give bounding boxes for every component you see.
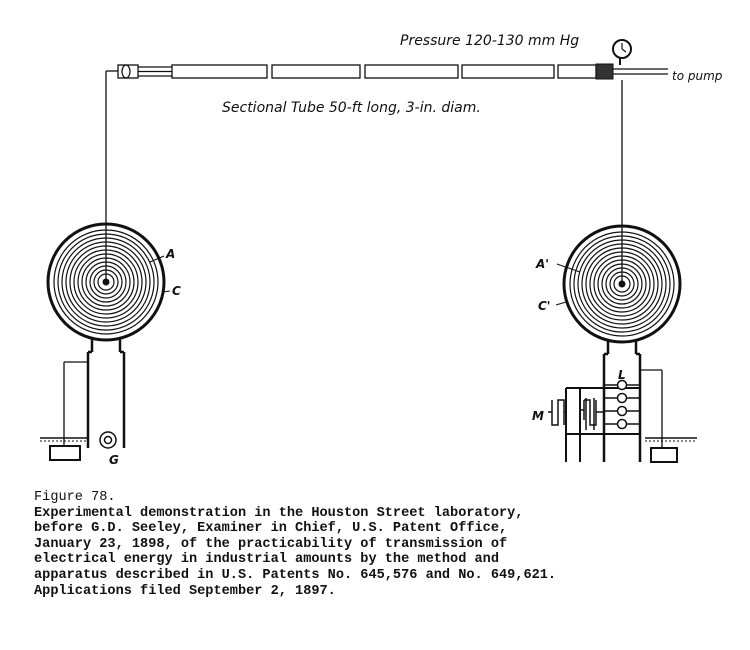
label-c-prime: C' [538,299,551,313]
motor-bank-left [548,400,566,425]
figure-caption [34,490,734,599]
pressure-gauge-icon [613,40,631,58]
sectional-tube [118,65,596,78]
label-a-prime: A' [536,257,549,271]
pump-label: to pump [672,69,723,83]
label-c: C [172,284,181,298]
label-l: L [618,368,626,382]
caption-body: Experimental demonstration in the Houston Street laboratory, before G.D. Seeley, Examiner in Chief, U.S. Patent Office, January 23, 1898, of the practicability of transmission of electrical energy in industrial amounts by the method and apparatus described in U.S. Patents No. 645,576 and No. 649,621. Applications filed September 2, 1897. [34,505,557,599]
label-g: G [109,453,119,467]
tube-label: Sectional Tube 50-ft long, 3-in. diam. [222,100,481,116]
label-a: A [166,247,176,261]
motor-bank [580,398,604,430]
generator-icon [100,432,116,448]
pressure-label: Pressure 120-130 mm Hg [400,33,580,49]
label-c-prime-leader [556,302,566,305]
pump-connection [596,58,668,79]
label-m: M [532,409,544,423]
caption-title: Figure 78. [34,490,116,505]
